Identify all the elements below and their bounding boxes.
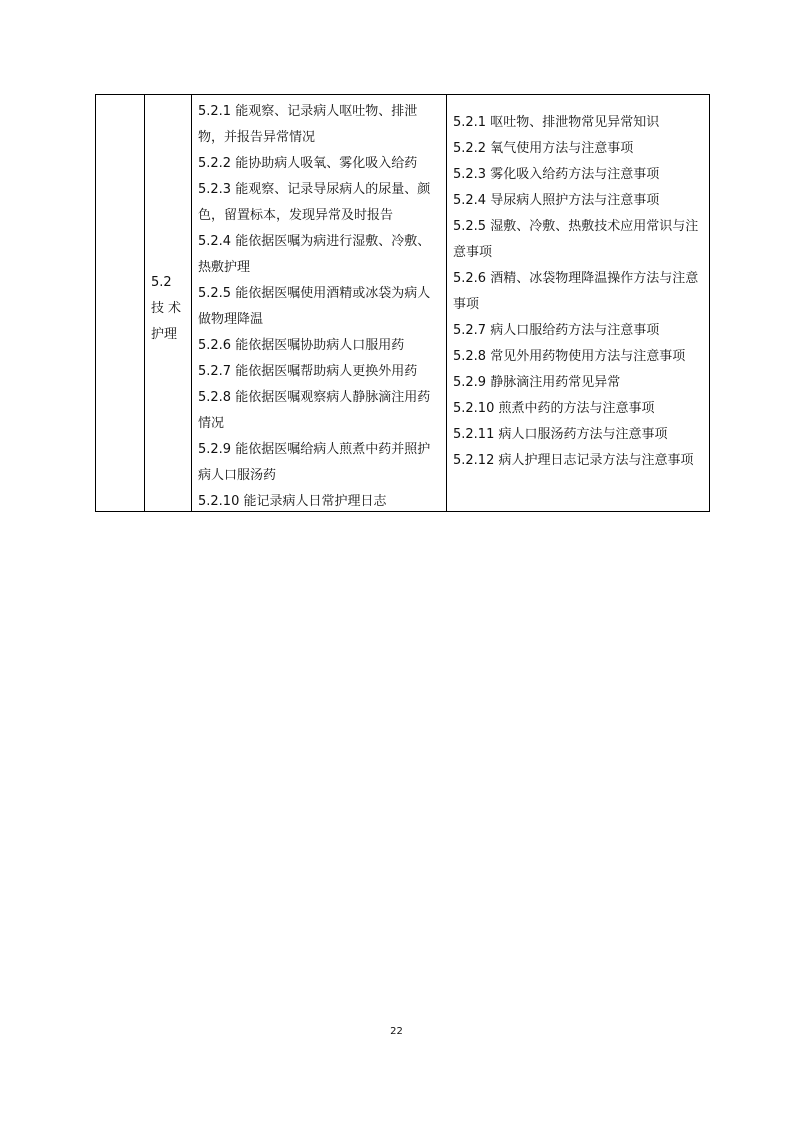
skill-item: 5.2.3 能观察、记录导尿病人的尿量、颜色，留置标本，发现异常及时报告 <box>198 182 431 223</box>
knowledge-item: 5.2.7 病人口服给药方法与注意事项 <box>453 323 660 338</box>
knowledge-item: 5.2.4 导尿病人照护方法与注意事项 <box>453 193 660 208</box>
knowledge-item: 5.2.8 常见外用药物使用方法与注意事项 <box>453 349 686 364</box>
knowledge-item: 5.2.1 呕吐物、排泄物常见异常知识 <box>453 115 660 130</box>
knowledge-item: 5.2.10 煎煮中药的方法与注意事项 <box>453 401 655 416</box>
knowledge-item: 5.2.9 静脉滴注用药常见异常 <box>453 375 621 390</box>
skill-item: 5.2.1 能观察、记录病人呕吐物、排泄物，并报告异常情况 <box>198 104 418 145</box>
knowledge-item: 5.2.6 酒精、冰袋物理降温操作方法与注意事项 <box>453 271 699 312</box>
table-divider-2 <box>191 95 192 511</box>
skill-item: 5.2.5 能依据医嘱使用酒精或冰袋为病人做物理降温 <box>198 286 431 327</box>
skill-item: 5.2.2 能协助病人吸氧、雾化吸入给药 <box>198 156 418 171</box>
table-divider-3 <box>446 95 447 511</box>
knowledge-item: 5.2.3 雾化吸入给药方法与注意事项 <box>453 167 660 182</box>
knowledge-item: 5.2.12 病人护理日志记录方法与注意事项 <box>453 453 694 468</box>
section-title-line2: 护理 <box>151 327 178 342</box>
skill-item: 5.2.8 能依据医嘱观察病人静脉滴注用药情况 <box>198 390 431 431</box>
knowledge-item: 5.2.11 病人口服汤药方法与注意事项 <box>453 427 668 442</box>
knowledge-item: 5.2.2 氧气使用方法与注意事项 <box>453 141 634 156</box>
section-cell <box>145 270 191 348</box>
requirements-table <box>95 94 710 512</box>
knowledge-item: 5.2.5 湿敷、冷敷、热敷技术应用常识与注意事项 <box>453 219 699 260</box>
skill-item: 5.2.9 能依据医嘱给病人煎煮中药并照护病人口服汤药 <box>198 442 431 483</box>
skill-item: 5.2.4 能依据医嘱为病进行湿敷、冷敷、热敷护理 <box>198 234 431 275</box>
skill-item: 5.2.10 能记录病人日常护理日志 <box>198 494 387 509</box>
skill-item: 5.2.6 能依据医嘱协助病人口服用药 <box>198 338 405 353</box>
section-number: 5.2 <box>151 275 172 290</box>
table-border-left <box>95 95 96 511</box>
page-number: 22 <box>390 1026 403 1037</box>
knowledge-column <box>453 110 705 474</box>
skill-item: 5.2.7 能依据医嘱帮助病人更换外用药 <box>198 364 418 379</box>
skills-column <box>198 99 443 515</box>
section-title-line1: 技术 <box>151 301 186 316</box>
